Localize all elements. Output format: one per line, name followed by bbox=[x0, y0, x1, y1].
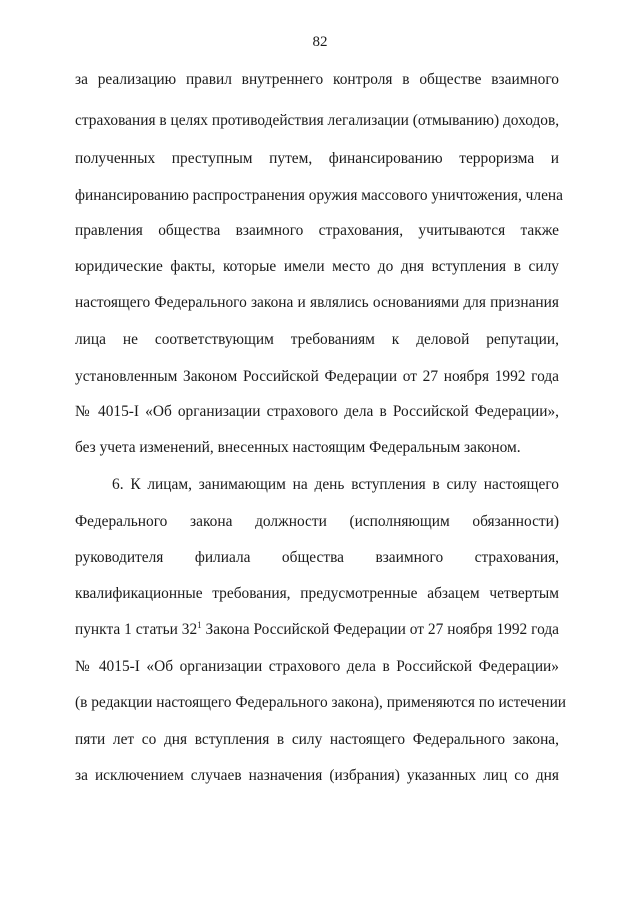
text-line: пяти лет со дня вступления в силу настоящего Федерального закона, bbox=[75, 731, 559, 748]
text-line: правления общества взаимного страхования, учитываются также bbox=[75, 222, 559, 239]
text-line: установленным Законом Российской Федерации от 27 ноября 1992 года bbox=[75, 368, 559, 385]
text-line: страхования в целях противодействия легализации (отмыванию) доходов, bbox=[75, 112, 560, 129]
text-line: руководителя филиала общества взаимного страхования, bbox=[75, 549, 559, 566]
text-line: квалификационные требования, предусмотренные абзацем четвертым bbox=[75, 585, 559, 602]
text-line: 6. К лицам, занимающим на день вступления в силу настоящего bbox=[112, 476, 559, 493]
text-line: настоящего Федерального закона и являлись основаниями для признания bbox=[75, 294, 559, 311]
text-line: (в редакции настоящего Федерального закона), применяются по истечении bbox=[75, 694, 567, 711]
text-line: Федерального закона должности (исполняющим обязанности) bbox=[75, 513, 559, 530]
text-line: полученных преступным путем, финансированию терроризма и bbox=[75, 150, 559, 167]
text-line: лица не соответствующим требованиям к деловой репутации, bbox=[75, 331, 559, 348]
text-line bbox=[75, 620, 559, 640]
text-line: за исключением случаев назначения (избрания) указанных лиц со дня bbox=[75, 767, 559, 784]
text-line: без учета изменений, внесенных настоящим Федеральным законом. bbox=[75, 439, 521, 456]
text-line: № 4015-I «Об организации страхового дела в Российской Федерации», bbox=[75, 403, 559, 420]
page-number: 82 bbox=[312, 34, 328, 50]
text-fragment: Закона Российской Федерации от 27 ноября 1992 года bbox=[201, 621, 559, 638]
text-line: за реализацию правил внутреннего контроля в обществе взаимного bbox=[75, 71, 559, 88]
text-line: № 4015-I «Об организации страхового дела в Российской Федерации» bbox=[75, 658, 559, 675]
text-line: финансированию распространения оружия массового уничтожения, члена bbox=[75, 187, 563, 204]
text-fragment: пункта 1 статьи 32 bbox=[75, 621, 198, 638]
text-line: юридические факты, которые имели место до дня вступления в силу bbox=[75, 258, 559, 275]
superscript: 1 bbox=[197, 620, 202, 630]
